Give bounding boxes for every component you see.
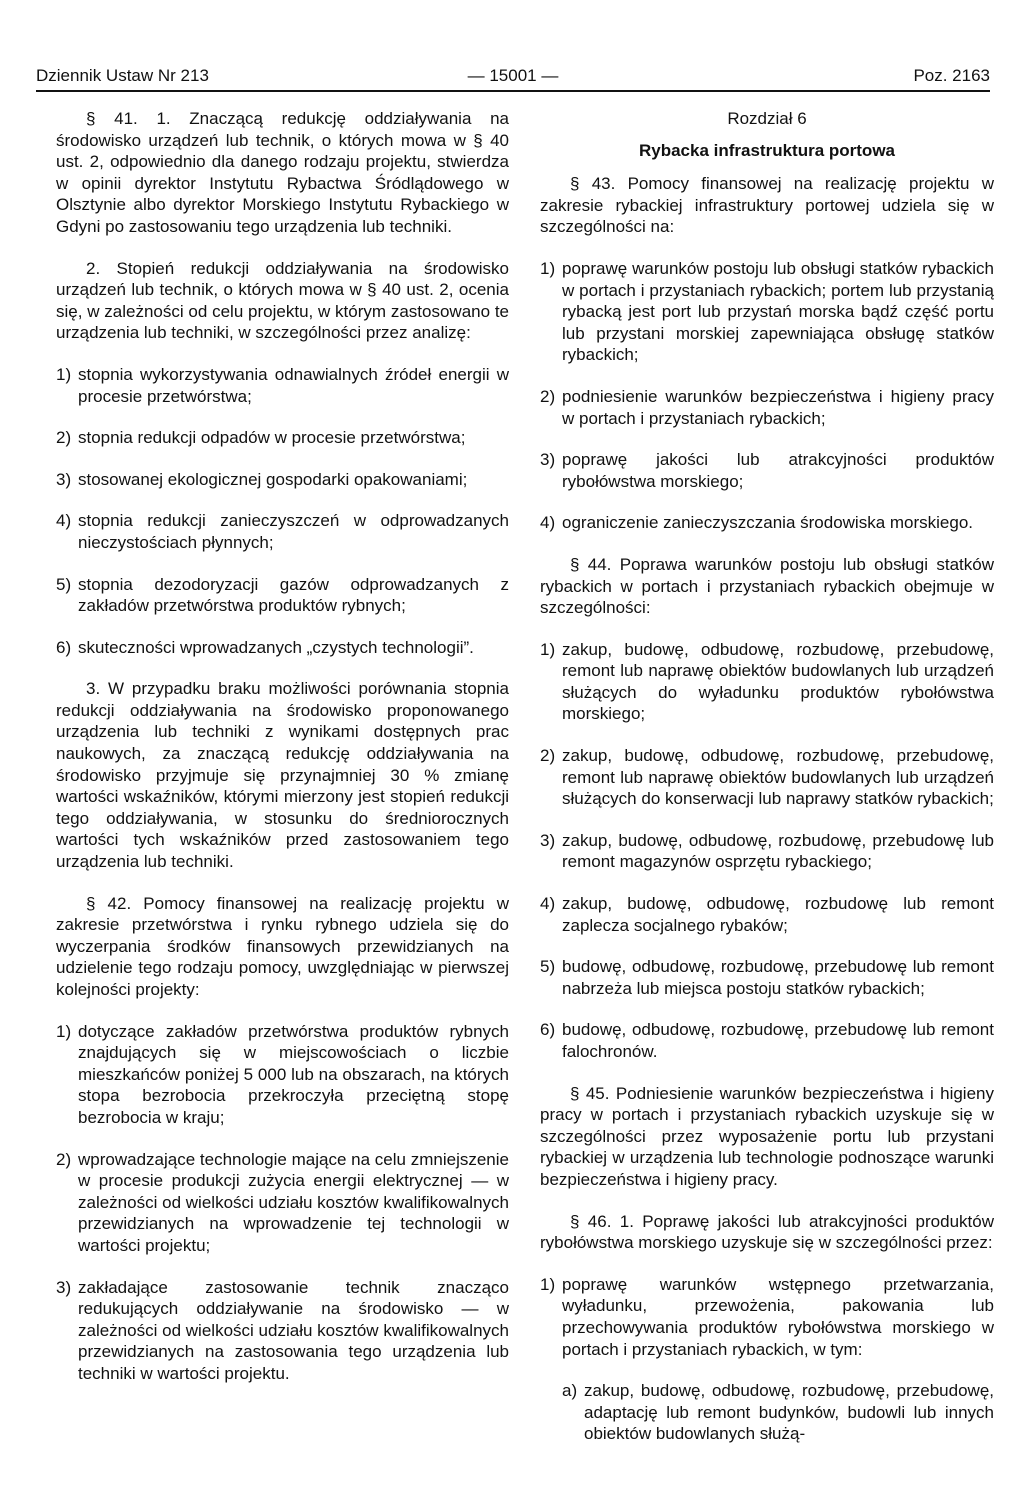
list-item [540,956,994,999]
list-item [56,364,509,407]
paragraph-41-2: 2. Stopień redukcji oddziaływania na środowisko urządzeń lub technik, o których mowa w § 40 ust. 2, ocenia się, w zależności od celu projektu, w którym zastosowano te urządzenia lub techniki, w szczególności przez analizę: [56,258,509,343]
list-item-text: zakup, budowę, odbudowę, rozbudowę, przebudowę, remont lub naprawę obiektów budowlanych lub urządzeń służących do konserwacji lub naprawy statków rybackich; [562,746,994,809]
list-item-number: 2) [540,386,556,406]
list-item-text: zakup, budowę, odbudowę, rozbudowę, przebudowę lub remont magazynów osprzętu rybackiego; [562,830,994,872]
journal-title: Dziennik Ustaw Nr 213 [36,66,209,85]
list-item-number: 3) [540,450,556,470]
list-46 [540,1274,994,1360]
page-header [36,62,990,92]
paragraph-42: § 42. Pomocy finansowej na realizację projektu w zakresie przetwórstwa i rynku rybnego udziela się do wyczerpania środków finansowych przewidzianych na udzielenie tego rodzaju pomocy, uwzględniając w pierwszej kolejności projekty: [56,893,509,999]
list-item [540,258,994,366]
list-item-text: wprowadzające technologie mające na celu zmniejszenie w procesie produkcji zużycia energii elektrycznej — w zależności od wielkości udziału kosztów kwalifikowalnych przewidzianych na wprowadzenie tej technologii w wartości projektu; [78,1149,509,1255]
list-42 [56,1021,509,1385]
list-item-number: a) [562,1381,578,1401]
list-item [540,1019,994,1062]
list-item-text: dotyczące zakładów przetwórstwa produktów rybnych znajdujących się w miejscowościach o liczbie mieszkańców poniżej 5 000 lub na obszarach, na których stopa bezrobocia przekroczyła przeciętną stopę bezrobocia w kraju; [78,1021,509,1127]
list-item [56,469,509,491]
paragraph-41-1: § 41. 1. Znaczącą redukcję oddziaływania na środowisko urządzeń lub technik, o których mowa w § 40 ust. 2, odpowiednio dla danego rodzaju projektu, stwierdza w opinii dyrektor Instytutu Rybactwa Śródlądowego w Olsztynie albo dyrektor Morskiego Instytutu Rybackiego w Gdyni po zastosowaniu tego urządzenia lub techniki. [56,109,509,236]
list-item-number: 2) [540,746,556,766]
list-46-letters [540,1380,994,1445]
list-item-number: 3) [56,1277,72,1297]
list-item-text: zakup, budowę, odbudowę, rozbudowę lub remont zaplecza socjalnego rybaków; [562,894,994,935]
list-item [56,510,509,553]
list-item-text: ograniczenie zanieczyszczania środowiska morskiego. [562,513,974,533]
list-item [56,637,509,659]
list-item-text: zakładające zastosowanie technik znacząco redukujących oddziaływanie na środowisko — w zależności od wielkości udziału kosztów kwalifikowalnych przewidzianych na zastosowania tego urządzenia lub techniki w wartości projektu. [78,1277,509,1383]
chapter-number: Rozdział 6 [727,109,807,128]
paragraph-44: § 44. Poprawa warunków postoju lub obsługi statków rybackich w portach i przystaniach rybackich obejmuje w szczególności: [540,554,994,618]
list-item-text: stopnia wykorzystywania odnawialnych źródeł energii w procesie przetwórstwa; [78,364,509,406]
list-item [540,1274,994,1360]
list-item-number: 4) [540,513,556,533]
list-item [540,893,994,936]
list-item [56,427,509,449]
list-item-number: 1) [56,1021,72,1041]
list-item-text: poprawę warunków postoju lub obsługi statków rybackich w portach i przystaniach rybackich; portem lub przystanią rybacką jest port lub przystań morska bądź część portu lub przystani morskiej zapewniająca obsługę statków rybackich; [562,258,994,365]
list-item-number: 2) [56,1149,72,1169]
list-item [56,1149,509,1257]
list-item-text: zakup, budowę, odbudowę, rozbudowę, przebudowę, adaptację lub remont budynków, budowli lub innych obiektów budowlanych służą- [584,1381,994,1444]
list-item-text: budowę, odbudowę, rozbudowę, przebudowę lub remont nabrzeża lub miejsca postoju statków rybackich; [562,957,994,998]
list-item-number: 1) [540,1274,556,1294]
list-item-text: poprawę jakości lub atrakcyjności produktów rybołówstwa morskiego; [562,450,994,491]
list-item-number: 4) [56,511,72,531]
list-item [562,1380,994,1445]
list-item-text: stopnia redukcji zanieczyszczeń w odprowadzanych nieczystościach płynnych; [78,511,509,552]
paragraph-41-3: 3. W przypadku braku możliwości porównania stopnia redukcji oddziaływania na środowisko proponowanego urządzenia lub techniki z wynikami dostępnych prac naukowych, za znaczącą redukcję oddziaływania na środowisko przyjmuje się przynajmniej 30 % zmianę wartości wskaźników, którymi mierzony jest stopień redukcji tego oddziaływania, w stosunku do średniorocznych wartości tych wskaźników przed zastosowaniem tego urządzenia lub techniki. [56,679,509,872]
list-44 [540,639,994,1063]
page-number: — 15001 — [467,66,559,85]
list-item-number: 1) [56,364,72,384]
list-item [56,1277,509,1385]
list-item-number: 5) [540,957,556,977]
list-item [56,1021,509,1129]
list-item [540,386,994,429]
right-column [540,108,994,1465]
list-43 [540,258,994,534]
list-41 [56,364,509,658]
list-item-text: skuteczności wprowadzanych „czystych technologii”. [78,637,474,657]
list-item-text: stopnia redukcji odpadów w procesie przetwórstwa; [78,428,466,448]
list-item [540,512,994,534]
list-item-number: 5) [56,574,72,594]
list-item [540,449,994,492]
list-item-text: stosowanej ekologicznej gospodarki opakowaniami; [78,469,468,489]
list-item-text: poprawę warunków wstępnego przetwarzania, wyładunku, przewożenia, pakowania lub przechowywania produktów rybołówstwa morskiego w portach i przystaniach rybackich, w tym: [562,1274,994,1359]
list-item-number: 1) [540,639,556,659]
list-item [56,574,509,617]
left-column [56,108,509,1405]
list-item-text: zakup, budowę, odbudowę, rozbudowę, przebudowę, remont lub naprawę obiektów budowlanych lub urządzeń służących do wyładunku produktów rybołówstwa morskiego; [562,639,994,724]
paragraph-46: § 46. 1. Poprawę jakości lub atrakcyjności produktów rybołówstwa morskiego uzyskuje się w szczególności przez: [540,1211,994,1253]
list-item-number: 3) [540,830,556,850]
list-item [540,745,994,810]
list-item-number: 2) [56,428,72,448]
list-item-text: budowę, odbudowę, rozbudowę, przebudowę lub remont falochronów. [562,1020,994,1061]
list-item-text: stopnia dezodoryzacji gazów odprowadzanych z zakładów przetwórstwa produktów rybnych; [78,574,509,616]
list-item [540,639,994,725]
list-item-number: 3) [56,469,72,489]
list-item-text: podniesienie warunków bezpieczeństwa i higieny pracy w portach i przystaniach rybackich; [562,386,994,428]
list-item [540,830,994,873]
list-item-number: 4) [540,894,556,914]
paragraph-45: § 45. Podniesienie warunków bezpieczeństwa i higieny pracy w portach i przystaniach rybackich uzyskuje się w szczególności przez wyposażenie portu lub przystani rybackiej w urządzenia lub technologie podnoszące warunki bezpieczeństwa i higieny pracy. [540,1083,994,1189]
list-item-number: 6) [540,1020,556,1040]
paragraph-43: § 43. Pomocy finansowej na realizację projektu w zakresie rybackiej infrastruktury portowej udziela się w szczególności na: [540,174,994,237]
list-item-number: 1) [540,258,556,278]
list-item-number: 6) [56,637,72,657]
position-number: Poz. 2163 [913,66,990,85]
chapter-title: Rybacka infrastruktura portowa [638,140,895,160]
